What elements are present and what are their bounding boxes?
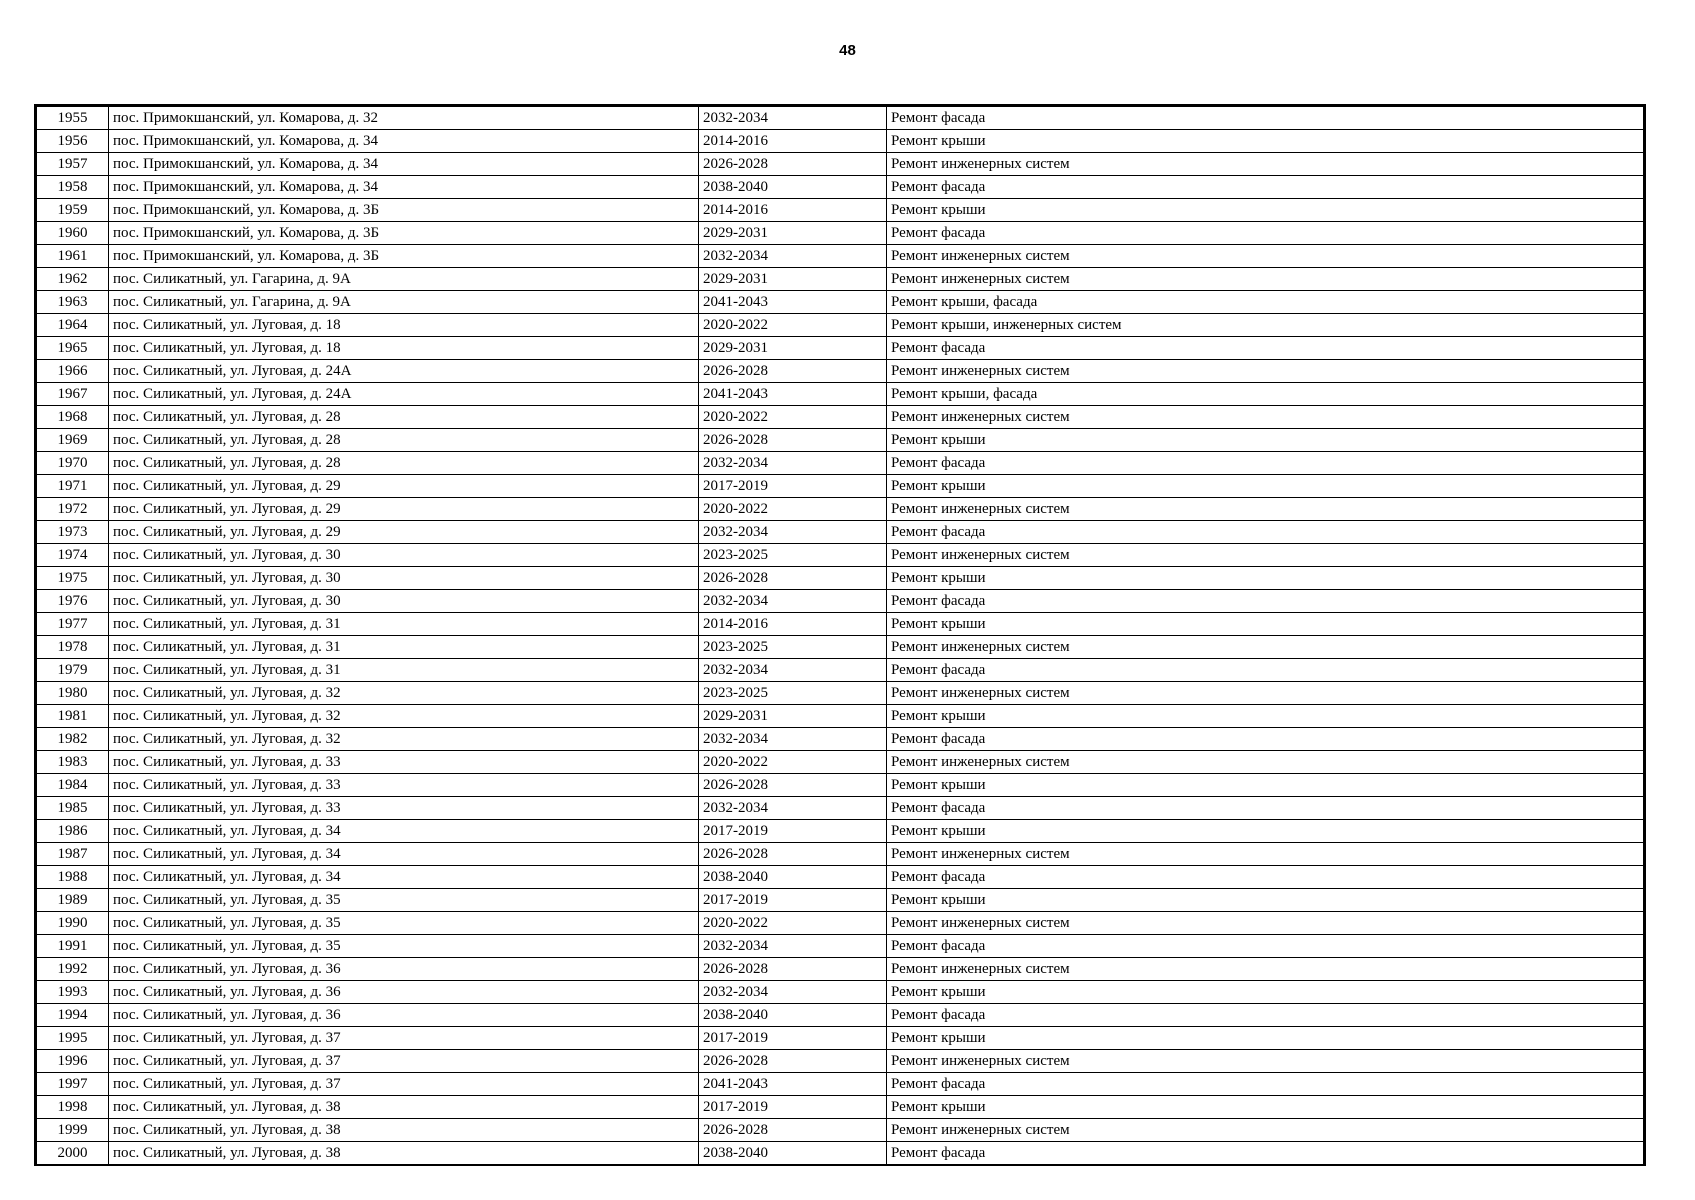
cell-address: пос. Силикатный, ул. Луговая, д. 35: [109, 889, 699, 912]
table-row: [37, 797, 1644, 820]
cell-address: пос. Силикатный, ул. Луговая, д. 18: [109, 337, 699, 360]
cell-work-type: Ремонт инженерных систем: [887, 1050, 1644, 1073]
cell-work-type: Ремонт инженерных систем: [887, 1119, 1644, 1142]
cell-work-type: Ремонт фасада: [887, 590, 1644, 613]
cell-period: 2032-2034: [699, 452, 887, 475]
table-row: [37, 452, 1644, 475]
table-row: [37, 314, 1644, 337]
cell-work-type: Ремонт фасада: [887, 107, 1644, 130]
table-row: [37, 383, 1644, 406]
cell-work-type: Ремонт фасада: [887, 866, 1644, 889]
cell-period: 2029-2031: [699, 222, 887, 245]
table-row: [37, 498, 1644, 521]
cell-work-type: Ремонт инженерных систем: [887, 843, 1644, 866]
table-row: [37, 889, 1644, 912]
cell-number: 1974: [37, 544, 109, 567]
table-row: [37, 406, 1644, 429]
cell-period: 2014-2016: [699, 613, 887, 636]
cell-work-type: Ремонт крыши: [887, 1027, 1644, 1050]
table-row: [37, 912, 1644, 935]
cell-work-type: Ремонт крыши: [887, 475, 1644, 498]
cell-number: 1957: [37, 153, 109, 176]
cell-work-type: Ремонт крыши, фасада: [887, 291, 1644, 314]
cell-period: 2017-2019: [699, 820, 887, 843]
table-row: [37, 429, 1644, 452]
repair-schedule-table: [34, 104, 1646, 1166]
cell-address: пос. Силикатный, ул. Луговая, д. 33: [109, 797, 699, 820]
cell-address: пос. Силикатный, ул. Луговая, д. 28: [109, 429, 699, 452]
cell-period: 2014-2016: [699, 130, 887, 153]
cell-number: 1980: [37, 682, 109, 705]
table-row: [37, 107, 1644, 130]
cell-address: пос. Силикатный, ул. Луговая, д. 31: [109, 636, 699, 659]
cell-period: 2026-2028: [699, 567, 887, 590]
cell-period: 2026-2028: [699, 1119, 887, 1142]
table-row: [37, 291, 1644, 314]
cell-address: пос. Силикатный, ул. Луговая, д. 38: [109, 1142, 699, 1165]
cell-period: 2026-2028: [699, 153, 887, 176]
table-row: [37, 636, 1644, 659]
cell-number: 1981: [37, 705, 109, 728]
table-row: [37, 475, 1644, 498]
cell-work-type: Ремонт инженерных систем: [887, 636, 1644, 659]
cell-number: 1962: [37, 268, 109, 291]
cell-period: 2017-2019: [699, 1027, 887, 1050]
cell-number: 1991: [37, 935, 109, 958]
cell-number: 1958: [37, 176, 109, 199]
cell-period: 2029-2031: [699, 268, 887, 291]
cell-number: 1994: [37, 1004, 109, 1027]
table-row: [37, 613, 1644, 636]
cell-number: 1970: [37, 452, 109, 475]
table-row: [37, 268, 1644, 291]
cell-address: пос. Силикатный, ул. Луговая, д. 29: [109, 521, 699, 544]
cell-period: 2032-2034: [699, 245, 887, 268]
cell-address: пос. Силикатный, ул. Луговая, д. 37: [109, 1050, 699, 1073]
cell-address: пос. Силикатный, ул. Луговая, д. 30: [109, 544, 699, 567]
cell-work-type: Ремонт крыши, фасада: [887, 383, 1644, 406]
cell-number: 1976: [37, 590, 109, 613]
cell-address: пос. Силикатный, ул. Гагарина, д. 9А: [109, 268, 699, 291]
cell-period: 2026-2028: [699, 843, 887, 866]
table-row: [37, 1142, 1644, 1165]
cell-work-type: Ремонт крыши: [887, 429, 1644, 452]
cell-work-type: Ремонт инженерных систем: [887, 544, 1644, 567]
cell-address: пос. Силикатный, ул. Луговая, д. 34: [109, 866, 699, 889]
table-row: [37, 774, 1644, 797]
cell-number: 1993: [37, 981, 109, 1004]
cell-work-type: Ремонт крыши: [887, 1096, 1644, 1119]
table-row: [37, 682, 1644, 705]
cell-address: пос. Силикатный, ул. Луговая, д. 31: [109, 613, 699, 636]
table-row: [37, 958, 1644, 981]
cell-number: 1965: [37, 337, 109, 360]
table-row: [37, 1096, 1644, 1119]
cell-address: пос. Примокшанский, ул. Комарова, д. 3Б: [109, 222, 699, 245]
table-row: [37, 1073, 1644, 1096]
cell-address: пос. Силикатный, ул. Луговая, д. 24А: [109, 360, 699, 383]
table-row: [37, 1119, 1644, 1142]
cell-work-type: Ремонт инженерных систем: [887, 268, 1644, 291]
cell-address: пос. Силикатный, ул. Луговая, д. 37: [109, 1073, 699, 1096]
cell-number: 1977: [37, 613, 109, 636]
cell-period: 2014-2016: [699, 199, 887, 222]
cell-work-type: Ремонт фасада: [887, 176, 1644, 199]
cell-number: 1986: [37, 820, 109, 843]
cell-period: 2029-2031: [699, 337, 887, 360]
cell-address: пос. Силикатный, ул. Луговая, д. 31: [109, 659, 699, 682]
cell-work-type: Ремонт фасада: [887, 337, 1644, 360]
cell-address: пос. Примокшанский, ул. Комарова, д. 34: [109, 153, 699, 176]
table-row: [37, 1050, 1644, 1073]
cell-address: пос. Примокшанский, ул. Комарова, д. 3Б: [109, 245, 699, 268]
cell-address: пос. Силикатный, ул. Луговая, д. 37: [109, 1027, 699, 1050]
cell-work-type: Ремонт инженерных систем: [887, 153, 1644, 176]
cell-address: пос. Силикатный, ул. Луговая, д. 36: [109, 1004, 699, 1027]
table-row: [37, 1027, 1644, 1050]
cell-work-type: Ремонт фасада: [887, 728, 1644, 751]
cell-number: 1972: [37, 498, 109, 521]
cell-work-type: Ремонт крыши: [887, 774, 1644, 797]
cell-address: пос. Силикатный, ул. Луговая, д. 33: [109, 774, 699, 797]
cell-work-type: Ремонт инженерных систем: [887, 245, 1644, 268]
cell-work-type: Ремонт фасада: [887, 659, 1644, 682]
cell-number: 1975: [37, 567, 109, 590]
cell-period: 2026-2028: [699, 958, 887, 981]
cell-number: 1963: [37, 291, 109, 314]
cell-period: 2020-2022: [699, 498, 887, 521]
cell-work-type: Ремонт фасада: [887, 935, 1644, 958]
table-row: [37, 590, 1644, 613]
cell-period: 2041-2043: [699, 291, 887, 314]
cell-number: 1968: [37, 406, 109, 429]
cell-address: пос. Силикатный, ул. Луговая, д. 28: [109, 452, 699, 475]
cell-number: 1996: [37, 1050, 109, 1073]
cell-address: пос. Примокшанский, ул. Комарова, д. 3Б: [109, 199, 699, 222]
cell-work-type: Ремонт инженерных систем: [887, 360, 1644, 383]
table-row: [37, 130, 1644, 153]
cell-period: 2032-2034: [699, 728, 887, 751]
cell-number: 1967: [37, 383, 109, 406]
cell-number: 1959: [37, 199, 109, 222]
cell-address: пос. Силикатный, ул. Луговая, д. 36: [109, 981, 699, 1004]
cell-work-type: Ремонт фасада: [887, 1142, 1644, 1165]
cell-number: 1956: [37, 130, 109, 153]
cell-period: 2041-2043: [699, 383, 887, 406]
cell-address: пос. Силикатный, ул. Луговая, д. 32: [109, 728, 699, 751]
cell-work-type: Ремонт крыши: [887, 820, 1644, 843]
cell-work-type: Ремонт крыши, инженерных систем: [887, 314, 1644, 337]
cell-period: 2032-2034: [699, 935, 887, 958]
table-row: [37, 820, 1644, 843]
cell-period: 2023-2025: [699, 636, 887, 659]
cell-number: 1961: [37, 245, 109, 268]
cell-address: пос. Силикатный, ул. Луговая, д. 35: [109, 935, 699, 958]
cell-address: пос. Силикатный, ул. Луговая, д. 33: [109, 751, 699, 774]
cell-period: 2023-2025: [699, 544, 887, 567]
cell-period: 2038-2040: [699, 866, 887, 889]
cell-number: 1979: [37, 659, 109, 682]
cell-period: 2020-2022: [699, 406, 887, 429]
cell-number: 1988: [37, 866, 109, 889]
table-row: [37, 153, 1644, 176]
cell-work-type: Ремонт крыши: [887, 889, 1644, 912]
cell-number: 1985: [37, 797, 109, 820]
cell-number: 1982: [37, 728, 109, 751]
cell-address: пос. Силикатный, ул. Луговая, д. 36: [109, 958, 699, 981]
table-row: [37, 866, 1644, 889]
cell-work-type: Ремонт инженерных систем: [887, 958, 1644, 981]
table-row: [37, 728, 1644, 751]
cell-address: пос. Примокшанский, ул. Комарова, д. 34: [109, 176, 699, 199]
cell-period: 2023-2025: [699, 682, 887, 705]
table-row: [37, 337, 1644, 360]
cell-work-type: Ремонт инженерных систем: [887, 751, 1644, 774]
cell-number: 1978: [37, 636, 109, 659]
cell-address: пос. Силикатный, ул. Луговая, д. 34: [109, 843, 699, 866]
cell-number: 1984: [37, 774, 109, 797]
cell-work-type: Ремонт фасада: [887, 222, 1644, 245]
cell-address: пос. Силикатный, ул. Луговая, д. 32: [109, 682, 699, 705]
cell-address: пос. Силикатный, ул. Луговая, д. 18: [109, 314, 699, 337]
cell-period: 2032-2034: [699, 659, 887, 682]
cell-period: 2026-2028: [699, 360, 887, 383]
cell-number: 1969: [37, 429, 109, 452]
cell-period: 2032-2034: [699, 521, 887, 544]
cell-number: 1973: [37, 521, 109, 544]
cell-address: пос. Силикатный, ул. Луговая, д. 35: [109, 912, 699, 935]
cell-work-type: Ремонт фасада: [887, 1073, 1644, 1096]
cell-number: 1990: [37, 912, 109, 935]
cell-work-type: Ремонт крыши: [887, 705, 1644, 728]
cell-address: пос. Силикатный, ул. Луговая, д. 30: [109, 590, 699, 613]
cell-period: 2029-2031: [699, 705, 887, 728]
table-row: [37, 521, 1644, 544]
cell-work-type: Ремонт фасада: [887, 452, 1644, 475]
cell-address: пос. Силикатный, ул. Луговая, д. 30: [109, 567, 699, 590]
cell-number: 1966: [37, 360, 109, 383]
cell-period: 2032-2034: [699, 107, 887, 130]
cell-work-type: Ремонт крыши: [887, 567, 1644, 590]
table-row: [37, 544, 1644, 567]
cell-address: пос. Силикатный, ул. Луговая, д. 28: [109, 406, 699, 429]
cell-period: 2020-2022: [699, 314, 887, 337]
table-row: [37, 751, 1644, 774]
cell-number: 1998: [37, 1096, 109, 1119]
cell-period: 2032-2034: [699, 797, 887, 820]
cell-period: 2026-2028: [699, 1050, 887, 1073]
page-number: 48: [839, 42, 856, 59]
cell-address: пос. Силикатный, ул. Луговая, д. 38: [109, 1119, 699, 1142]
cell-period: 2020-2022: [699, 751, 887, 774]
cell-work-type: Ремонт инженерных систем: [887, 682, 1644, 705]
cell-number: 1989: [37, 889, 109, 912]
table-row: [37, 567, 1644, 590]
table-row: [37, 843, 1644, 866]
cell-work-type: Ремонт фасада: [887, 797, 1644, 820]
cell-address: пос. Силикатный, ул. Луговая, д. 38: [109, 1096, 699, 1119]
cell-work-type: Ремонт инженерных систем: [887, 912, 1644, 935]
cell-period: 2026-2028: [699, 774, 887, 797]
cell-number: 1971: [37, 475, 109, 498]
table-row: [37, 245, 1644, 268]
cell-work-type: Ремонт инженерных систем: [887, 406, 1644, 429]
table-row: [37, 705, 1644, 728]
cell-work-type: Ремонт инженерных систем: [887, 498, 1644, 521]
cell-number: 1983: [37, 751, 109, 774]
cell-period: 2017-2019: [699, 1096, 887, 1119]
cell-work-type: Ремонт крыши: [887, 613, 1644, 636]
cell-work-type: Ремонт крыши: [887, 130, 1644, 153]
table-row: [37, 981, 1644, 1004]
table-row: [37, 935, 1644, 958]
cell-number: 2000: [37, 1142, 109, 1165]
cell-period: 2041-2043: [699, 1073, 887, 1096]
cell-number: 1960: [37, 222, 109, 245]
cell-period: 2026-2028: [699, 429, 887, 452]
cell-address: пос. Силикатный, ул. Луговая, д. 29: [109, 475, 699, 498]
cell-period: 2038-2040: [699, 1004, 887, 1027]
cell-period: 2017-2019: [699, 475, 887, 498]
table-row: [37, 176, 1644, 199]
cell-address: пос. Примокшанский, ул. Комарова, д. 34: [109, 130, 699, 153]
cell-work-type: Ремонт крыши: [887, 199, 1644, 222]
cell-period: 2017-2019: [699, 889, 887, 912]
cell-period: 2038-2040: [699, 1142, 887, 1165]
cell-number: 1999: [37, 1119, 109, 1142]
cell-number: 1955: [37, 107, 109, 130]
cell-period: 2032-2034: [699, 590, 887, 613]
cell-address: пос. Силикатный, ул. Луговая, д. 32: [109, 705, 699, 728]
cell-period: 2032-2034: [699, 981, 887, 1004]
cell-number: 1997: [37, 1073, 109, 1096]
cell-number: 1992: [37, 958, 109, 981]
cell-period: 2038-2040: [699, 176, 887, 199]
cell-number: 1987: [37, 843, 109, 866]
table-row: [37, 659, 1644, 682]
cell-address: пос. Силикатный, ул. Луговая, д. 24А: [109, 383, 699, 406]
table-row: [37, 222, 1644, 245]
cell-address: пос. Примокшанский, ул. Комарова, д. 32: [109, 107, 699, 130]
cell-address: пос. Силикатный, ул. Луговая, д. 34: [109, 820, 699, 843]
cell-address: пос. Силикатный, ул. Гагарина, д. 9А: [109, 291, 699, 314]
cell-work-type: Ремонт крыши: [887, 981, 1644, 1004]
cell-address: пос. Силикатный, ул. Луговая, д. 29: [109, 498, 699, 521]
cell-number: 1995: [37, 1027, 109, 1050]
table-row: [37, 360, 1644, 383]
table-row: [37, 1004, 1644, 1027]
cell-work-type: Ремонт фасада: [887, 521, 1644, 544]
table-body: [37, 107, 1644, 1165]
table-row: [37, 199, 1644, 222]
cell-period: 2020-2022: [699, 912, 887, 935]
cell-work-type: Ремонт фасада: [887, 1004, 1644, 1027]
cell-number: 1964: [37, 314, 109, 337]
